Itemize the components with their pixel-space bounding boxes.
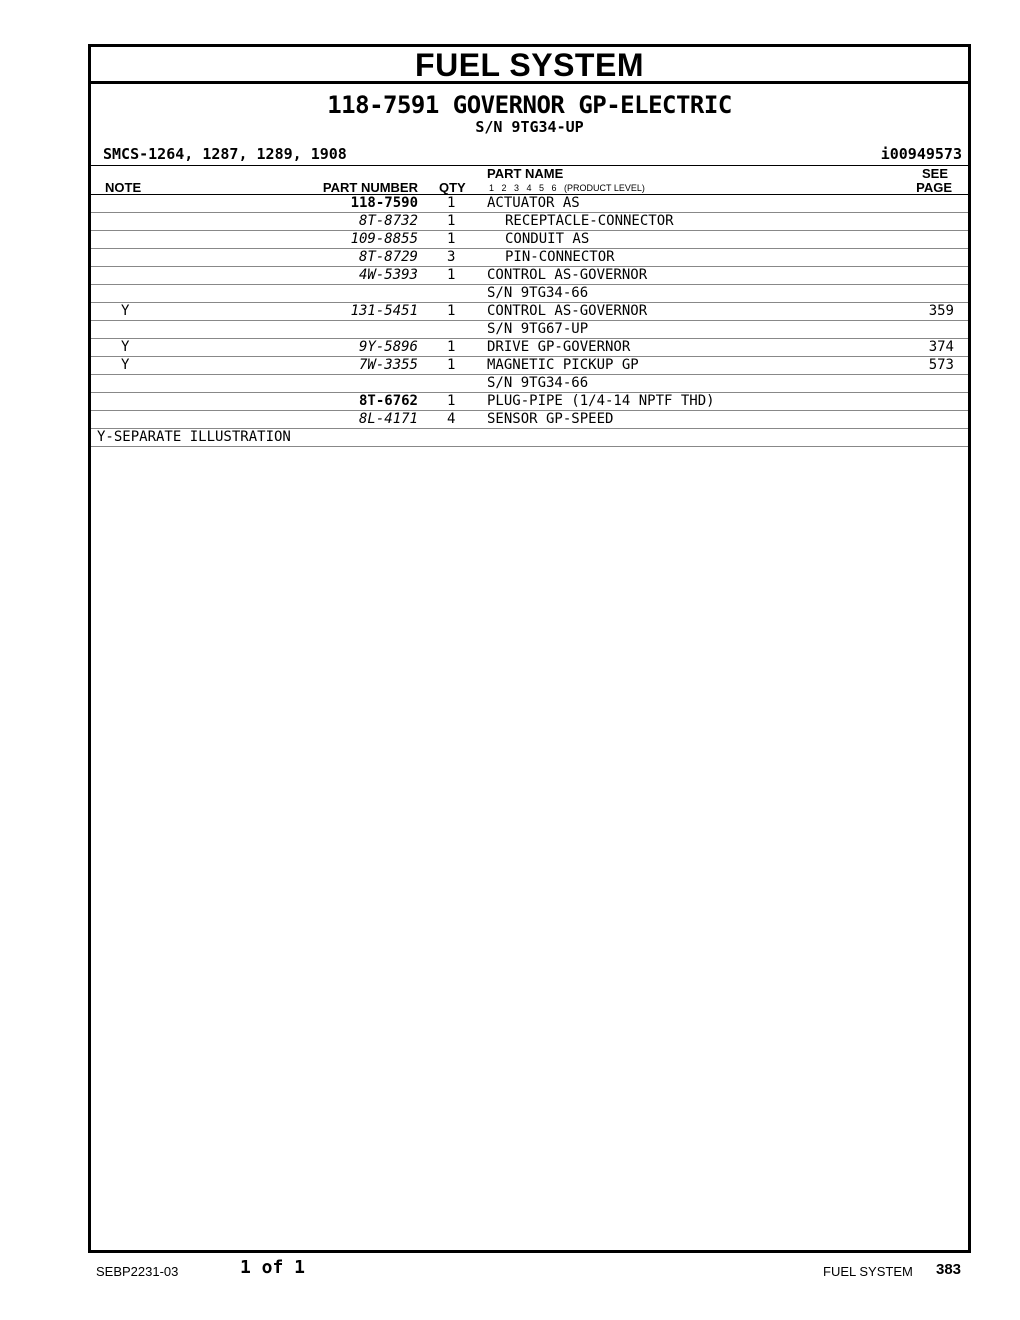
footnote-text: Y-SEPARATE ILLUSTRATION: [97, 429, 291, 445]
footer-page-of: 1 of 1: [240, 1257, 306, 1278]
row-part-name: DRIVE GP-GOVERNOR: [487, 339, 631, 355]
table-row: [91, 267, 968, 285]
row-part-name: S/N 9TG67-UP: [487, 321, 589, 337]
table-row: [91, 285, 968, 303]
row-part-name: RECEPTACLE-CONNECTOR: [505, 213, 674, 229]
row-part-number: 8L-4171: [358, 411, 418, 427]
parts-table-body: [91, 195, 968, 429]
row-qty: 1: [447, 303, 456, 319]
group-title: 118-7591 GOVERNOR GP-ELECTRIC: [327, 91, 732, 119]
table-row: [91, 357, 968, 375]
illustration-id: i00949573: [880, 145, 962, 163]
row-part-name: MAGNETIC PICKUP GP: [487, 357, 639, 373]
table-row: [91, 303, 968, 321]
row-qty: 1: [447, 195, 456, 211]
table-header: [91, 166, 968, 195]
row-see-page: 359: [928, 303, 954, 319]
row-part-name: SENSOR GP-SPEED: [487, 411, 614, 427]
row-part-number: 8T-6762: [358, 393, 418, 409]
footnote-row: [91, 429, 968, 447]
footer-page-number: 383: [936, 1261, 962, 1278]
row-part-name: ACTUATOR AS: [487, 195, 580, 211]
smcs-row: [91, 143, 968, 165]
header-see: SEE: [921, 166, 948, 181]
header-note: NOTE: [105, 180, 142, 195]
row-qty: 1: [447, 267, 456, 283]
row-qty: 3: [447, 249, 456, 265]
row-part-name: PLUG-PIPE (1/4-14 NPTF THD): [487, 393, 715, 409]
row-part-name: S/N 9TG34-66: [487, 375, 589, 391]
table-row: [91, 249, 968, 267]
table-row: [91, 393, 968, 411]
row-part-name: CONDUIT AS: [505, 231, 590, 247]
row-part-number: 8T-8729: [358, 249, 418, 265]
row-part-number: 109-8855: [350, 231, 418, 247]
smcs-codes: SMCS-1264, 1287, 1289, 1908: [103, 145, 347, 163]
row-part-name: CONTROL AS-GOVERNOR: [487, 303, 648, 319]
header-page: PAGE: [916, 180, 952, 195]
row-note: Y: [121, 303, 130, 319]
row-note: Y: [121, 357, 130, 373]
parts-page-frame: [88, 44, 971, 1253]
page-footer: [0, 1257, 1020, 1287]
row-part-number: 4W-5393: [358, 267, 418, 283]
row-part-number: 118-7590: [350, 195, 418, 211]
table-row: [91, 321, 968, 339]
table-row: [91, 213, 968, 231]
row-qty: 1: [447, 231, 456, 247]
row-qty: 1: [447, 393, 456, 409]
table-row: [91, 411, 968, 429]
row-see-page: 374: [928, 339, 954, 355]
row-part-number: 8T-8732: [358, 213, 418, 229]
row-note: Y: [121, 339, 130, 355]
table-row: [91, 375, 968, 393]
row-part-number: 9Y-5896: [358, 339, 418, 355]
header-qty: QTY: [439, 180, 466, 195]
row-part-name: CONTROL AS-GOVERNOR: [487, 267, 648, 283]
footer-section: FUEL SYSTEM: [823, 1264, 913, 1279]
row-qty: 1: [447, 357, 456, 373]
table-row: [91, 339, 968, 357]
header-part-name: PART NAME: [487, 166, 564, 181]
row-see-page: 573: [928, 357, 954, 373]
row-qty: 1: [447, 213, 456, 229]
header-part-number: PART NUMBER: [322, 180, 418, 195]
row-part-name: PIN-CONNECTOR: [505, 249, 615, 265]
row-part-number: 131-5451: [350, 303, 418, 319]
footer-doc-number: SEBP2231-03: [96, 1264, 179, 1279]
row-qty: 1: [447, 339, 456, 355]
group-serial: S/N 9TG34-UP: [475, 118, 584, 136]
table-row: [91, 231, 968, 249]
row-qty: 4: [447, 411, 456, 427]
section-title: FUEL SYSTEM: [91, 47, 968, 84]
header-product-levels: 1 2 3 4 5 6 (PRODUCT LEVEL): [489, 183, 645, 193]
table-row: [91, 195, 968, 213]
row-part-number: 7W-3355: [358, 357, 418, 373]
row-part-name: S/N 9TG34-66: [487, 285, 589, 301]
